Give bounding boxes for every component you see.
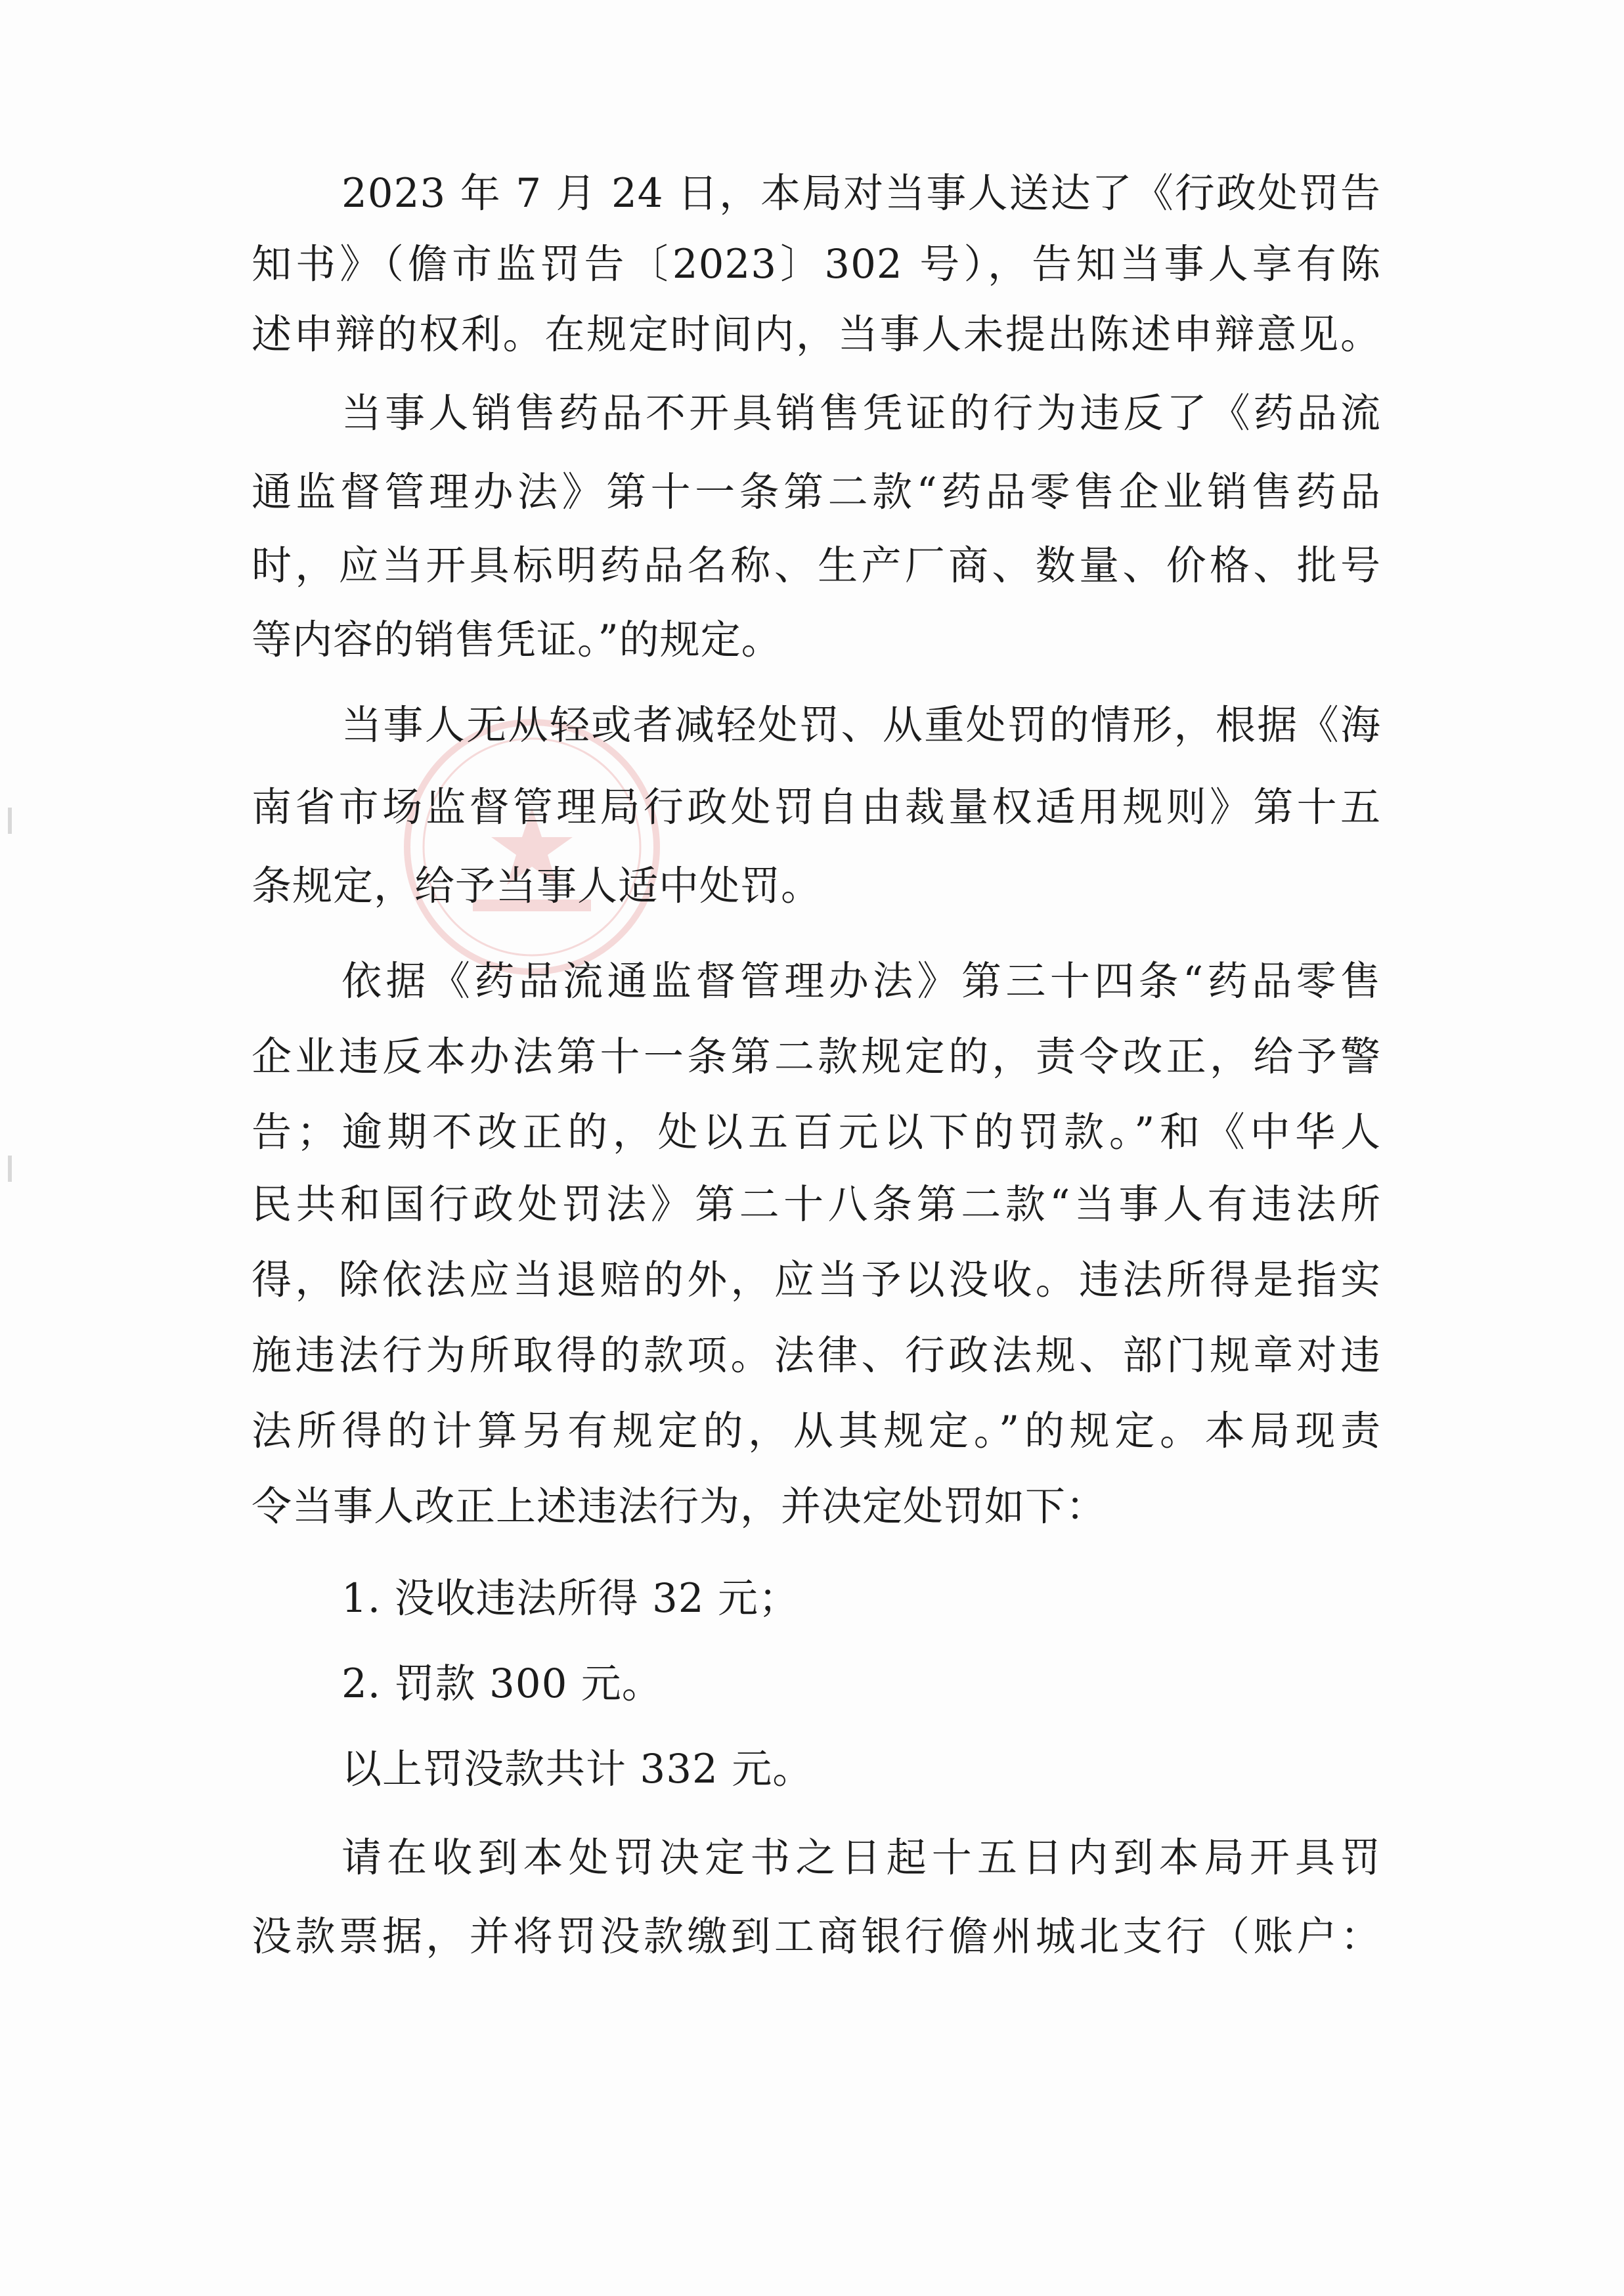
text-line: 时，应当开具标明药品名称、生产厂商、数量、价格、批号 <box>252 542 1381 589</box>
text-line: 告；逾期不改正的，处以五百元以下的罚款。”和《中华人 <box>252 1109 1381 1156</box>
text-line: 南省市场监督管理局行政处罚自由裁量权适用规则》第十五 <box>252 784 1381 831</box>
text-line: 条规定，给予当事人适中处罚。 <box>252 863 822 909</box>
text-line: 令当事人改正上述违法行为，并决定处罚如下： <box>252 1483 1107 1530</box>
text-line: 通监督管理办法》第十一条第二款“药品零售企业销售药品 <box>252 469 1381 515</box>
text-line: 2023 年 7 月 24 日，本局对当事人送达了《行政处罚告 <box>341 170 1381 217</box>
text-line: 法所得的计算另有规定的，从其规定。”的规定。本局现责 <box>252 1408 1381 1454</box>
text-line: 述申辩的权利。在规定时间内，当事人未提出陈述申辩意见。 <box>252 311 1381 358</box>
text-line: 民共和国行政处罚法》第二十八条第二款“当事人有违法所 <box>252 1181 1381 1228</box>
penalty-total: 以上罚没款共计 332 元。 <box>341 1746 814 1792</box>
penalty-item: 1. 没收违法所得 32 元； <box>341 1575 799 1622</box>
text-line: 施违法行为所取得的款项。法律、行政法规、部门规章对违 <box>252 1332 1381 1379</box>
text-line: 得，除依法应当退赔的外，应当予以没收。违法所得是指实 <box>252 1257 1381 1303</box>
scan-edge-mark <box>8 1156 12 1182</box>
text-line: 等内容的销售凭证。”的规定。 <box>252 617 782 663</box>
text-line: 知书》（儋市监罚告〔2023〕302 号），告知当事人享有陈 <box>252 241 1381 288</box>
penalty-item: 2. 罚款 300 元。 <box>341 1660 663 1707</box>
text-line: 企业违反本办法第十一条第二款规定的，责令改正，给予警 <box>252 1033 1381 1080</box>
text-line: 依据《药品流通监督管理办法》第三十四条“药品零售 <box>341 958 1381 1005</box>
text-line: 请在收到本处罚决定书之日起十五日内到本局开具罚 <box>341 1834 1381 1881</box>
text-line: 没款票据，并将罚没款缴到工商银行儋州城北支行（账户： <box>252 1913 1381 1960</box>
text-line: 当事人无从轻或者减轻处罚、从重处罚的情形，根据《海 <box>341 702 1381 748</box>
scan-edge-mark <box>8 808 12 834</box>
text-line: 当事人销售药品不开具销售凭证的行为违反了《药品流 <box>341 390 1381 437</box>
